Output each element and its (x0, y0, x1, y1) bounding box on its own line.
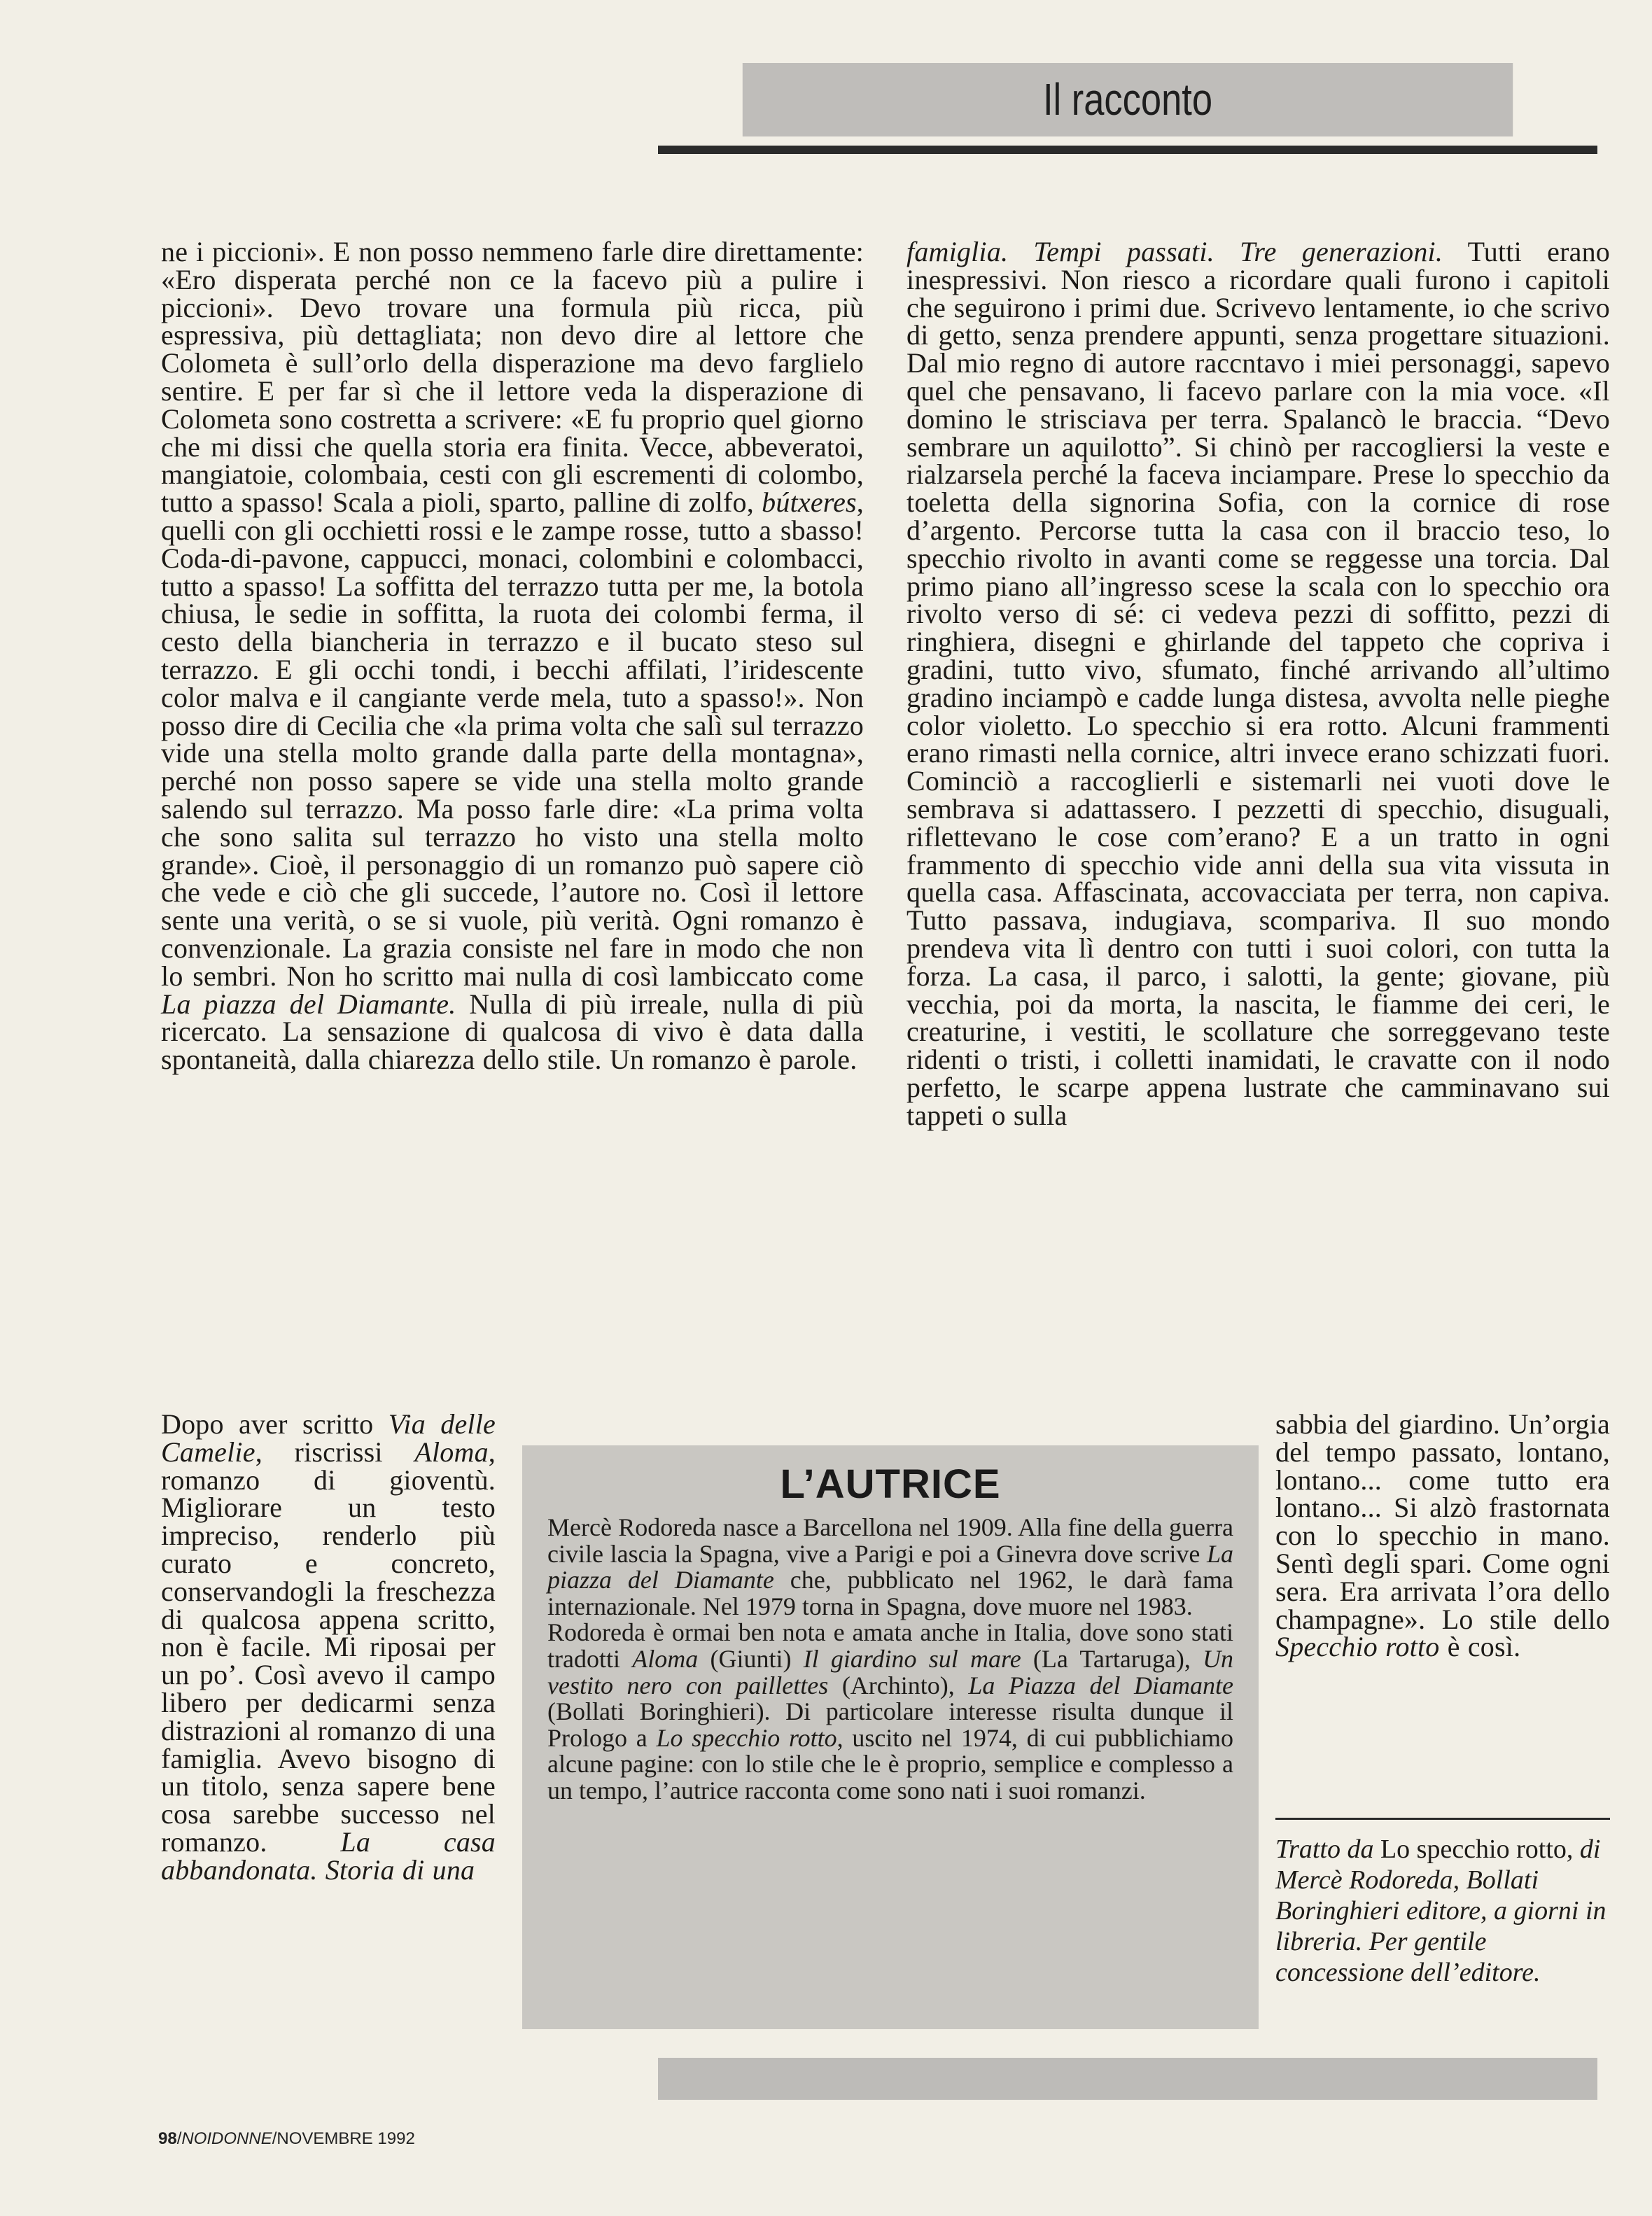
source-credit: Tratto da Lo specchio rotto, di Mercè Rodoreda, Bollati Boringhieri editore, a giorni in libreria. Per gentile concessione dell’editore. (1275, 1835, 1606, 1987)
column-1-continued (161, 1410, 496, 1884)
issue-date: NOVEMBRE 1992 (276, 2129, 415, 2148)
paragraph: sabbia del giardino. Un’orgia del tempo passato, lontano, lontano... come tutto era lontano... Si alzò frastornata con lo specchio in mano. Sentì degli spari. Come ogni sera. Era arrivata l’ora dello champagne». Lo stile dello Specchio rotto è così. (1275, 1408, 1610, 1663)
credit-rule (1275, 1818, 1610, 1820)
bottom-bar (658, 2058, 1597, 2100)
author-box (522, 1445, 1259, 2029)
paragraph: ne i piccioni». E non posso nemmeno farle dire direttamente: «Ero disperata perché non ce la facevo più a pulire i piccioni». Devo trovare una formula più ricca, più espressiva, più dettagliata; non devo dire al lettore che Colometa è sull’orlo della disperazione ma devo farglielo sentire. E per far sì che il lettore veda la disperazione di Colometa sono costretta a scrivere: «E fu proprio quel giorno che mi dissi che quella storia era finita. Vecce, abbeveratoi, mangiatoie, colombaia, cesti con gli escrementi di colombo, tutto a spasso! Scala a pioli, sparto, palline di zolfo, bútxeres, quelli con gli occhietti rossi e le zampe rosse, tutto a sbasso! Coda-di-pavone, cappucci, monaci, colombini e colombacci, tutto a spasso! La soffitta del terrazzo tutta per me, la botola chiusa, le sedie in soffitta, la ruota dei colombi ferma, il cesto della biancheria in terrazzo e il bucato steso sul terrazzo. E gli occhi tondi, i becchi affilati, l’iridescente color malva e il cangiante verde mela, tuto a spasso!». Non posso dire di Cecilia che «la prima volta che salì sul terrazzo vide una stella molto grande dalla parte della montagna», perché non posso sapere se vide una stella molto grande salendo sul terrazzo. Ma posso farle dire: «La prima volta che sono salita sul terrazzo ho visto una stella molto grande». Cioè, il personaggio di un romanzo può sapere ciò che vede e ciò che gli succede, l’autore no. Così il lettore sente una verità, o se si vuole, più verità. Ogni romanzo è convenzionale. La grazia consiste nel fare in modo che non lo sembri. Non ho scritto mai nulla di così lambiccato come La piazza del Diamante. Nulla di più irreale, nulla di più ricercato. La sensazione di qualcosa di vivo è data dalla spontaneità, dalla chiarezza dello stile. Un romanzo è parole. (161, 236, 864, 1076)
author-box-title: L’AUTRICE (780, 1461, 1001, 1507)
page-number: 98 (158, 2129, 177, 2148)
column-2 (906, 238, 1610, 1130)
column-1 (161, 238, 864, 1074)
column-2-continued (1275, 1410, 1610, 1661)
author-box-paragraph: Rodoreda è ormai ben nota e amata anche in Italia, dove sono stati tradotti Aloma (Giunti) Il giardino sul mare (La Tartaruga), Un vestito nero con paillettes (Archinto), La Piazza del Diamante (Bollati Boringhieri). Di particolare interesse risulta dunque il Prologo a Lo specchio rotto, uscito nel 1974, di cui pubblichiamo alcune pagine: con lo stile che le è proprio, semplice e complesso a un tempo, l’autrice racconta come sono nati i suoi romanzi. (547, 1618, 1234, 1804)
magazine-name: NOIDONNE (181, 2129, 272, 2148)
author-box-paragraph: Mercè Rodoreda nasce a Barcellona nel 1909. Alla fine della guerra civile lascia la Spagna, vive a Parigi e poi a Ginevra dove scrive La piazza del Diamante che, pubblicato nel 1962, le darà fama internazionale. Nel 1979 torna in Spagna, dove muore nel 1983. (547, 1513, 1233, 1620)
paragraph: Dopo aver scritto Via delle Camelie, riscrissi Aloma, romanzo di gioventù. Migliorare un testo impreciso, renderlo più curato e concreto, conservandogli la freschezza di qualcosa appena scritto, non è facile. Mi riposai per un po’. Così avevo il campo libero per dedicarmi senza distrazioni al romanzo di una famiglia. Avevo bisogno di un titolo, senza sapere bene cosa sarebbe successo nel romanzo. La casa abbandonata. Storia di una (161, 1408, 496, 1886)
section-rule (658, 146, 1597, 154)
page-footer: 98/NOIDONNE/NOVEMBRE 1992 (158, 2129, 415, 2148)
section-label: Il racconto (743, 63, 1513, 136)
paragraph: famiglia. Tempi passati. Tre generazioni. Tutti erano inespressivi. Non riesco a ricordare quali furono i capitoli che seguirono i primi due. Scrivevo lentamente, io che scrivo di getto, senza prendere appunti, senza progettare situazioni. Dal mio regno di autore raccntavo i miei personaggi, sapevo quel che pensavano, li facevo parlare con la mia voce. «Il domino le strisciava per terra. Spalancò le braccia. “Devo sembrare un aquilotto”. Si chinò per raccogliersi la veste e rialzarsela perché la faceva inciampare. Prese lo specchio da toeletta della signorina Sofia, con la cornice di rose d’argento. Percorse tutta la casa con il braccio teso, lo specchio rivolto in avanti come se reggesse una torcia. Dal primo piano all’ingresso scese la scala con lo specchio ora rivolto verso di sé: ci vedeva pezzi di soffitto, pezzi di ringhiera, disegni e ghirlande del tappeto che copriva i gradini, tutto vivo, sfumato, finché arrivando all’ultimo gradino inciampò e cadde lunga distesa, avvolta nelle pieghe color violetto. Lo specchio si era rotto. Alcuni frammenti erano rimasti nella cornice, altri invece erano schizzati fuori. Cominciò a raccoglierli e sistemarli nei vuoti dove le sembrava si adattassero. I pezzetti di specchio, disuguali, riflettevano le cose com’erano? E a un tratto in ogni frammento di specchio vide anni della sua vita vissuta in quella casa. Affascinata, accovacciata per terra, non capiva. Tutto passava, indugiava, scompariva. Il suo mondo prendeva vita lì dentro con tutti i suoi colori, con tutta la forza. La casa, il parco, i salotti, la gente; giovane, più vecchia, poi da morta, la nascita, le fiamme dei ceri, le creaturine, i vestiti, le scollature che sorreggevano teste ridenti o tristi, i colletti inamidati, le cravatte con il nodo perfetto, le scarpe appena lustrate che camminavano sui tappeti o sulla (906, 236, 1610, 1131)
